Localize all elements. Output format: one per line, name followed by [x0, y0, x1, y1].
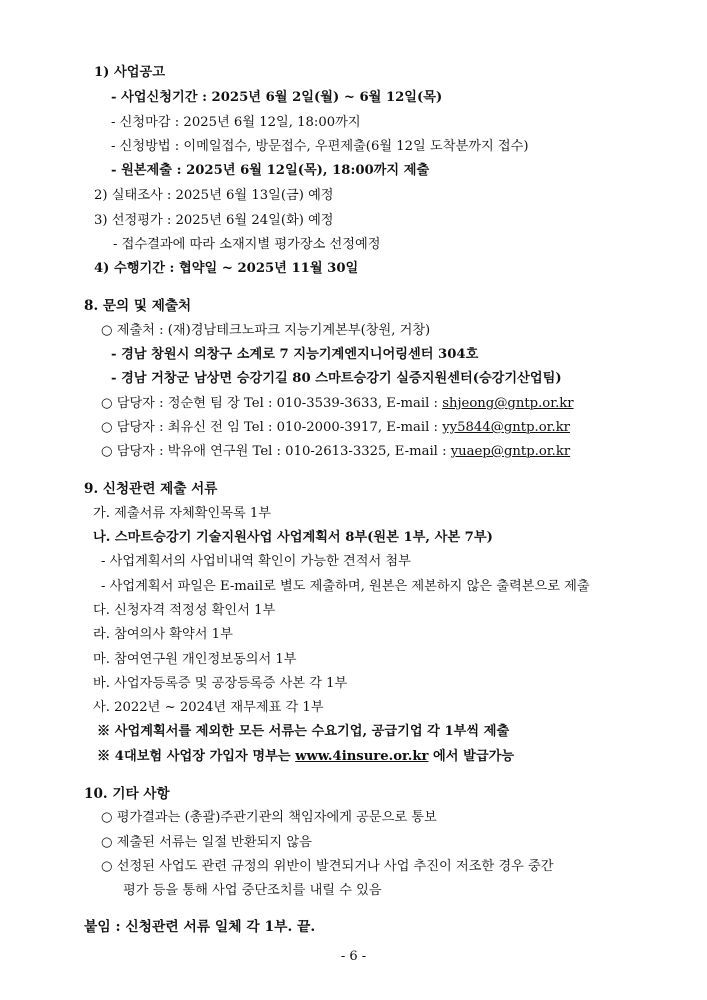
application-method: - 신청방법 : 이메일접수, 방문접수, 우편제출(6월 12일 도착분까지 접수) [111, 139, 529, 154]
insurance-site-link[interactable]: www.4insure.or.kr [295, 749, 429, 764]
address-changwon: - 경남 창원시 의창구 소계로 7 지능기계엔지니어링센터 304호 [111, 347, 479, 362]
misc-item: ○ 제출된 서류는 일절 반환되지 않음 [101, 835, 312, 850]
doc-subitem: - 사업계획서 파일은 E-mail로 별도 제출하며, 원본은 제본하지 않은 출력본으로 제출 [101, 579, 590, 594]
doc-item: 사. 2022년 ~ 2024년 재무제표 각 1부 [93, 700, 324, 715]
misc-item-continued: 평가 등을 통해 사업 중단조치를 내릴 수 있음 [123, 883, 382, 898]
misc-item: ○ 선정된 사업도 관련 규정의 위반이 발견되거나 사업 추진이 저조한 경우 중간 [101, 859, 554, 874]
doc-item: 나. 스마트승강기 기술지원사업 사업계획서 8부(원본 1부, 사본 7부) [93, 530, 493, 545]
doc-item: 다. 신청자격 적정성 확인서 1부 [93, 603, 276, 618]
contact-row: ○ 담당자 : 최유신 전 임 Tel : 010-2000-3917, E-mail : yy5844@gntp.or.kr [101, 420, 570, 435]
original-submission: - 원본제출 : 2025년 6월 12일(목), 18:00까지 제출 [111, 163, 430, 178]
doc-note: ※ 사업계획서를 제외한 모든 서류는 수요기업, 공급기업 각 1부씩 제출 [97, 724, 510, 739]
item-announcement: 1) 사업공고 [94, 65, 165, 80]
section-10-title: 10. 기타 사항 [84, 786, 170, 802]
contact-email-link[interactable]: shjeong@gntp.or.kr [442, 396, 574, 411]
doc-item: 라. 참여의사 확약서 1부 [93, 627, 233, 642]
doc-note: ※ 4대보험 사업장 가입자 명부는 www.4insure.or.kr 에서 발급가능 [97, 749, 515, 764]
doc-item: 마. 참여연구원 개인정보동의서 1부 [93, 652, 297, 667]
contact-email-link[interactable]: yy5844@gntp.or.kr [442, 420, 570, 435]
section-9-title: 9. 신청관련 제출 서류 [84, 481, 218, 497]
item-duration: 4) 수행기간 : 협약일 ~ 2025년 11월 30일 [94, 261, 359, 276]
doc-item: 가. 제출서류 자체확인목록 1부 [93, 506, 272, 521]
application-deadline: - 신청마감 : 2025년 6월 12일, 18:00까지 [111, 115, 361, 130]
misc-item: ○ 평가결과는 (총괄)주관기관의 책임자에게 공문으로 통보 [101, 810, 437, 825]
contact-row: ○ 담당자 : 박유애 연구원 Tel : 010-2613-3325, E-mail : yuaep@gntp.or.kr [101, 444, 571, 459]
contact-row: ○ 담당자 : 정순현 팀 장 Tel : 010-3539-3633, E-mail : shjeong@gntp.or.kr [101, 396, 574, 411]
application-period: - 사업신청기간 : 2025년 6월 2일(월) ~ 6월 12일(목) [111, 90, 443, 105]
doc-subitem: - 사업계획서의 사업비내역 확인이 가능한 견적서 첨부 [101, 554, 411, 569]
section-8-title: 8. 문의 및 제출처 [84, 298, 192, 314]
item-survey: 2) 실태조사 : 2025년 6월 13일(금) 예정 [94, 188, 334, 203]
attachment-line: 붙임 : 신청관련 서류 일체 각 1부. 끝. [84, 919, 316, 935]
contact-email-link[interactable]: yuaep@gntp.or.kr [450, 444, 571, 459]
evaluation-note: - 접수결과에 따라 소재지별 평가장소 선정예정 [113, 237, 381, 252]
page-number: - 6 - [340, 949, 367, 964]
doc-item: 바. 사업자등록증 및 공장등록증 사본 각 1부 [93, 676, 348, 691]
submission-place: ○ 제출처 : (재)경남테크노파크 지능기계본부(창원, 거창) [101, 323, 431, 338]
item-evaluation: 3) 선정평가 : 2025년 6월 24일(화) 예정 [94, 213, 334, 228]
address-geochang: - 경남 거창군 남상면 승강기길 80 스마트승강기 실증지원센터(승강기산업팀) [111, 371, 562, 386]
